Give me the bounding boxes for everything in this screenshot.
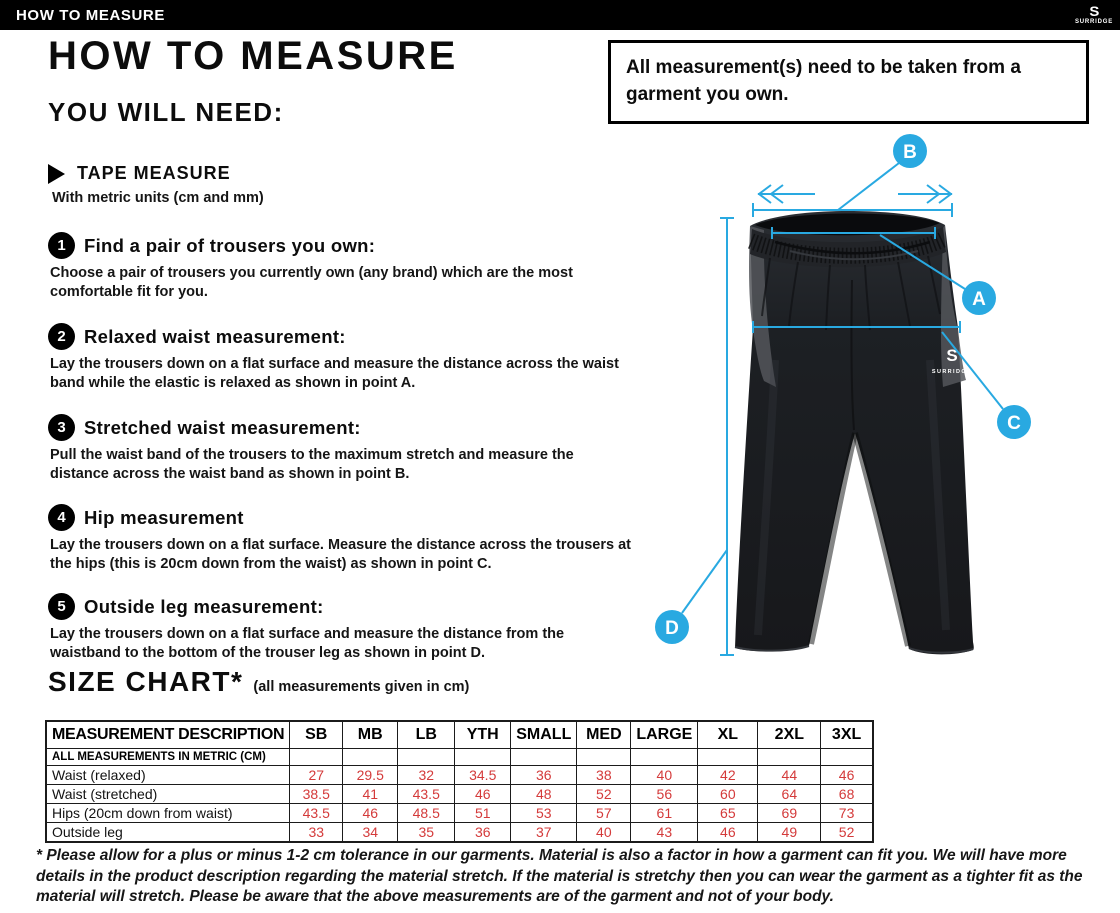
value-cell: 60 — [698, 785, 758, 804]
measurement-row — [46, 785, 873, 804]
value-cell: 65 — [698, 804, 758, 823]
step-title: Outside leg measurement: — [84, 595, 324, 617]
column-header: MEASUREMENT DESCRIPTION — [46, 721, 290, 749]
column-header: LB — [398, 721, 455, 749]
brand-name: SURRIDGE — [1074, 19, 1114, 25]
you-will-need-heading: YOU WILL NEED: — [48, 97, 284, 127]
point-A-label: A — [972, 289, 986, 310]
size-chart-table — [45, 720, 874, 843]
value-cell: 52 — [821, 823, 873, 843]
value-cell: 61 — [631, 804, 698, 823]
triangle-bullet-icon — [48, 164, 65, 184]
value-cell: 43 — [631, 823, 698, 843]
value-cell: 46 — [698, 823, 758, 843]
trousers-image — [735, 211, 974, 654]
step-3 — [48, 414, 638, 484]
step-title: Find a pair of trousers you own: — [84, 234, 376, 256]
step-1-header — [48, 232, 638, 259]
value-cell: 42 — [698, 766, 758, 785]
column-header: 3XL — [821, 721, 873, 749]
step-number-badge: 3 — [48, 414, 75, 441]
value-cell: 46 — [455, 785, 511, 804]
empty-cell — [631, 749, 698, 766]
measurement-row — [46, 766, 873, 785]
value-cell: 38.5 — [290, 785, 343, 804]
top-bar — [0, 0, 1120, 30]
value-cell: 46 — [821, 766, 873, 785]
size-chart-subtitle: (all measurements given in cm) — [253, 679, 470, 695]
size-chart-title: SIZE CHART* — [48, 666, 244, 697]
value-cell: 40 — [631, 766, 698, 785]
value-cell: 36 — [511, 766, 577, 785]
step-title: Hip measurement — [84, 506, 244, 528]
stacked-s-icon: S — [946, 346, 958, 365]
value-cell: 46 — [343, 804, 398, 823]
value-cell: 27 — [290, 766, 343, 785]
note-text: All measurement(s) need to be taken from a garment you own. — [626, 57, 1021, 105]
value-cell: 73 — [821, 804, 873, 823]
step-5 — [48, 593, 638, 663]
column-header: XL — [698, 721, 758, 749]
step-1 — [48, 232, 638, 302]
page-title: HOW TO MEASURE — [48, 34, 458, 78]
measurement-row — [46, 823, 873, 843]
value-cell: 43.5 — [398, 785, 455, 804]
step-body: Lay the trousers down on a flat surface. Measure the distance across the trousers at the hips (this is 20cm down from the waist) as shown in point C. — [50, 537, 631, 572]
step-number-badge: 2 — [48, 323, 75, 350]
step-5-header — [48, 593, 638, 620]
step-body: Lay the trousers down on a flat surface and measure the distance across the waist band while the elastic is relaxed as shown in point A. — [50, 356, 619, 391]
row-label: Waist (relaxed) — [46, 766, 290, 785]
step-body: Pull the waist band of the trousers to the maximum stretch and measure the distance across the waist band as shown in point B. — [50, 447, 574, 482]
top-bar-title: HOW TO MEASURE — [16, 6, 165, 24]
step-4-header — [48, 504, 638, 531]
stacked-s-icon: S — [1089, 3, 1099, 20]
value-cell: 49 — [758, 823, 821, 843]
empty-cell — [577, 749, 631, 766]
column-header: SMALL — [511, 721, 577, 749]
value-cell: 56 — [631, 785, 698, 804]
point-D-label: D — [665, 618, 679, 639]
step-number-badge: 5 — [48, 593, 75, 620]
value-cell: 40 — [577, 823, 631, 843]
trousers-measurement-diagram — [640, 130, 1080, 670]
step-body: Choose a pair of trousers you currently own (any brand) which are the most comfortable fit for you. — [50, 265, 573, 300]
step-title: Stretched waist measurement: — [84, 416, 361, 438]
note-box — [608, 40, 1089, 124]
empty-cell — [398, 749, 455, 766]
empty-cell — [455, 749, 511, 766]
value-cell: 32 — [398, 766, 455, 785]
value-cell: 33 — [290, 823, 343, 843]
row-label: Hips (20cm down from waist) — [46, 804, 290, 823]
empty-cell — [290, 749, 343, 766]
value-cell: 64 — [758, 785, 821, 804]
point-B-label: B — [903, 142, 917, 163]
step-body: Lay the trousers down on a flat surface and measure the distance from the waistband to the bottom of the trouser leg as shown in point D. — [50, 626, 565, 661]
column-header: MB — [343, 721, 398, 749]
value-cell: 57 — [577, 804, 631, 823]
step-2-header — [48, 323, 638, 350]
tape-measure-item — [48, 163, 231, 184]
point-C-marker — [997, 405, 1031, 439]
step-title: Relaxed waist measurement: — [84, 325, 346, 347]
empty-cell — [511, 749, 577, 766]
line-D-outside-leg — [682, 218, 734, 655]
value-cell: 51 — [455, 804, 511, 823]
value-cell: 37 — [511, 823, 577, 843]
measurement-row — [46, 804, 873, 823]
value-cell: 53 — [511, 804, 577, 823]
step-number-badge: 1 — [48, 232, 75, 259]
empty-cell — [758, 749, 821, 766]
metric-note-row — [46, 749, 873, 766]
size-chart-heading — [48, 666, 469, 698]
value-cell: 38 — [577, 766, 631, 785]
step-4 — [48, 504, 638, 574]
value-cell: 44 — [758, 766, 821, 785]
value-cell: 34 — [343, 823, 398, 843]
stretch-arrows-icon — [758, 185, 952, 203]
column-header: SB — [290, 721, 343, 749]
brand-name: SURRIDGE — [931, 369, 973, 375]
line-B-stretched-waist — [753, 163, 952, 217]
tool-name: TAPE MEASURE — [77, 163, 231, 183]
value-cell: 48 — [511, 785, 577, 804]
tool-detail: With metric units (cm and mm) — [52, 190, 264, 206]
value-cell: 43.5 — [290, 804, 343, 823]
row-label: Outside leg — [46, 823, 290, 843]
surridge-logo — [1068, 0, 1120, 30]
point-A-marker — [962, 281, 996, 315]
value-cell: 41 — [343, 785, 398, 804]
empty-cell — [698, 749, 758, 766]
value-cell: 29.5 — [343, 766, 398, 785]
value-cell: 35 — [398, 823, 455, 843]
value-cell: 69 — [758, 804, 821, 823]
metric-note-cell: ALL MEASUREMENTS IN METRIC (CM) — [46, 749, 290, 766]
value-cell: 34.5 — [455, 766, 511, 785]
value-cell: 68 — [821, 785, 873, 804]
point-B-marker — [893, 134, 927, 168]
value-cell: 48.5 — [398, 804, 455, 823]
point-C-label: C — [1007, 413, 1021, 434]
empty-cell — [821, 749, 873, 766]
step-2 — [48, 323, 638, 393]
step-3-header — [48, 414, 638, 441]
header-row — [46, 721, 873, 749]
column-header: MED — [577, 721, 631, 749]
column-header: YTH — [455, 721, 511, 749]
footnote-text: * Please allow for a plus or minus 1-2 cm tolerance in our garments. Material is also a factor in how a garment can fit you. We will have more details in the product description regarding the material stretch. If the material is stretchy then you can wear the garment as a tighter fit as the material will stretch. Please be aware that the above measurements are of the garment and not of your body. — [36, 847, 1083, 905]
step-number-badge: 4 — [48, 504, 75, 531]
trousers-diagram-svg — [640, 130, 1080, 670]
value-cell: 36 — [455, 823, 511, 843]
column-header: 2XL — [758, 721, 821, 749]
row-label: Waist (stretched) — [46, 785, 290, 804]
empty-cell — [343, 749, 398, 766]
column-header: LARGE — [631, 721, 698, 749]
point-D-marker — [655, 610, 689, 644]
value-cell: 52 — [577, 785, 631, 804]
